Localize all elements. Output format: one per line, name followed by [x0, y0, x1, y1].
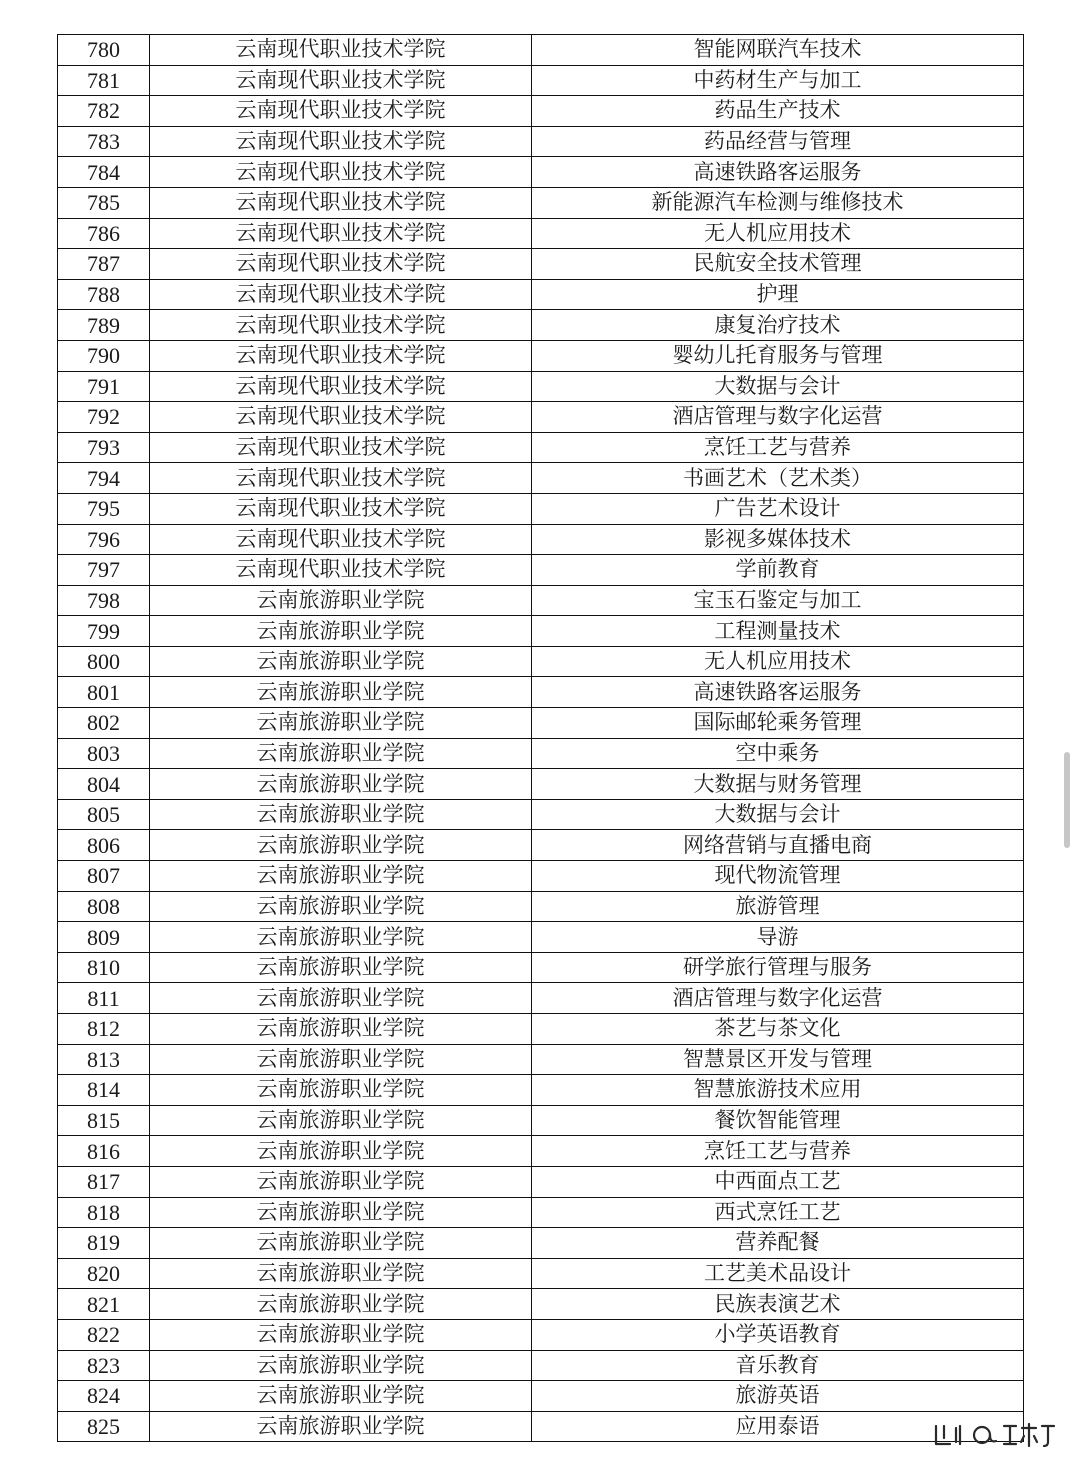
table-row: [58, 646, 1024, 677]
table-row: [58, 493, 1024, 524]
school-name: 云南旅游职业学院: [150, 677, 532, 708]
major-name: 西式烹饪工艺: [532, 1197, 1024, 1228]
school-name: 云南旅游职业学院: [150, 891, 532, 922]
table-row: [58, 96, 1024, 127]
row-number: 780: [58, 35, 150, 66]
table-row: [58, 799, 1024, 830]
row-number: 782: [58, 96, 150, 127]
school-name: 云南旅游职业学院: [150, 1166, 532, 1197]
table-row: [58, 1319, 1024, 1350]
row-number: 781: [58, 65, 150, 96]
school-name: 云南旅游职业学院: [150, 646, 532, 677]
row-number: 815: [58, 1105, 150, 1136]
table-row: [58, 524, 1024, 555]
school-name: 云南现代职业技术学院: [150, 432, 532, 463]
table-row: [58, 891, 1024, 922]
school-name: 云南旅游职业学院: [150, 616, 532, 647]
major-name: 高速铁路客运服务: [532, 157, 1024, 188]
school-name: 云南旅游职业学院: [150, 952, 532, 983]
row-number: 804: [58, 769, 150, 800]
row-number: 805: [58, 799, 150, 830]
table-row: [58, 218, 1024, 249]
row-number: 801: [58, 677, 150, 708]
school-name: 云南现代职业技术学院: [150, 96, 532, 127]
school-name: 云南旅游职业学院: [150, 1105, 532, 1136]
row-number: 825: [58, 1411, 150, 1442]
table-row: [58, 1105, 1024, 1136]
school-name: 云南旅游职业学院: [150, 1258, 532, 1289]
major-name: 康复治疗技术: [532, 310, 1024, 341]
major-name: 大数据与财务管理: [532, 769, 1024, 800]
row-number: 824: [58, 1381, 150, 1412]
table-row: [58, 1350, 1024, 1381]
table-row: [58, 432, 1024, 463]
row-number: 796: [58, 524, 150, 555]
school-name: 云南现代职业技术学院: [150, 279, 532, 310]
major-name: 影视多媒体技术: [532, 524, 1024, 555]
row-number: 820: [58, 1258, 150, 1289]
school-name: 云南现代职业技术学院: [150, 402, 532, 433]
major-name: 大数据与会计: [532, 799, 1024, 830]
table-row: [58, 463, 1024, 494]
row-number: 789: [58, 310, 150, 341]
row-number: 821: [58, 1289, 150, 1320]
school-name: 云南旅游职业学院: [150, 1350, 532, 1381]
school-name: 云南旅游职业学院: [150, 1044, 532, 1075]
major-name: 网络营销与直播电商: [532, 830, 1024, 861]
major-name: 无人机应用技术: [532, 646, 1024, 677]
row-number: 799: [58, 616, 150, 647]
major-name: 酒店管理与数字化运营: [532, 402, 1024, 433]
school-name: 云南现代职业技术学院: [150, 463, 532, 494]
major-name: 工程测量技术: [532, 616, 1024, 647]
school-name: 云南旅游职业学院: [150, 708, 532, 739]
row-number: 791: [58, 371, 150, 402]
major-name: 无人机应用技术: [532, 218, 1024, 249]
school-name: 云南旅游职业学院: [150, 983, 532, 1014]
table-row: [58, 126, 1024, 157]
school-name: 云南旅游职业学院: [150, 861, 532, 892]
major-name: 智慧景区开发与管理: [532, 1044, 1024, 1075]
major-name: 营养配餐: [532, 1228, 1024, 1259]
row-number: 800: [58, 646, 150, 677]
major-name: 学前教育: [532, 555, 1024, 586]
table-row: [58, 1075, 1024, 1106]
table-row: [58, 1228, 1024, 1259]
school-name: 云南旅游职业学院: [150, 1136, 532, 1167]
school-name: 云南旅游职业学院: [150, 1289, 532, 1320]
major-name: 音乐教育: [532, 1350, 1024, 1381]
major-name: 婴幼儿托育服务与管理: [532, 340, 1024, 371]
table-row: [58, 1136, 1024, 1167]
row-number: 813: [58, 1044, 150, 1075]
school-name: 云南现代职业技术学院: [150, 65, 532, 96]
school-name: 云南旅游职业学院: [150, 1228, 532, 1259]
school-name: 云南现代职业技术学院: [150, 187, 532, 218]
school-name: 云南现代职业技术学院: [150, 340, 532, 371]
row-number: 798: [58, 585, 150, 616]
row-number: 786: [58, 218, 150, 249]
row-number: 808: [58, 891, 150, 922]
school-name: 云南现代职业技术学院: [150, 371, 532, 402]
table-row: [58, 983, 1024, 1014]
table-row: [58, 157, 1024, 188]
major-name: 广告艺术设计: [532, 493, 1024, 524]
table-row: [58, 555, 1024, 586]
row-number: 797: [58, 555, 150, 586]
major-name: 中西面点工艺: [532, 1166, 1024, 1197]
major-name: 药品经营与管理: [532, 126, 1024, 157]
school-name: 云南旅游职业学院: [150, 1411, 532, 1442]
major-name: 导游: [532, 922, 1024, 953]
school-name: 云南旅游职业学院: [150, 922, 532, 953]
program-table-body: [58, 35, 1024, 1442]
program-table: [57, 34, 1024, 1442]
table-row: [58, 585, 1024, 616]
row-number: 784: [58, 157, 150, 188]
row-number: 809: [58, 922, 150, 953]
school-name: 云南现代职业技术学院: [150, 157, 532, 188]
school-name: 云南现代职业技术学院: [150, 310, 532, 341]
table-row: [58, 922, 1024, 953]
table-row: [58, 952, 1024, 983]
row-number: 802: [58, 708, 150, 739]
major-name: 民族表演艺术: [532, 1289, 1024, 1320]
table-row: [58, 1044, 1024, 1075]
row-number: 806: [58, 830, 150, 861]
major-name: 药品生产技术: [532, 96, 1024, 127]
major-name: 中药材生产与加工: [532, 65, 1024, 96]
school-name: 云南旅游职业学院: [150, 1075, 532, 1106]
row-number: 803: [58, 738, 150, 769]
row-number: 790: [58, 340, 150, 371]
row-number: 811: [58, 983, 150, 1014]
major-name: 空中乘务: [532, 738, 1024, 769]
table-row: [58, 738, 1024, 769]
major-name: 餐饮智能管理: [532, 1105, 1024, 1136]
table-row: [58, 1289, 1024, 1320]
row-number: 819: [58, 1228, 150, 1259]
table-row: [58, 371, 1024, 402]
major-name: 书画艺术（艺术类）: [532, 463, 1024, 494]
school-name: 云南旅游职业学院: [150, 1197, 532, 1228]
table-row: [58, 65, 1024, 96]
major-name: 高速铁路客运服务: [532, 677, 1024, 708]
major-name: 现代物流管理: [532, 861, 1024, 892]
major-name: 酒店管理与数字化运营: [532, 983, 1024, 1014]
school-name: 云南旅游职业学院: [150, 769, 532, 800]
row-number: 817: [58, 1166, 150, 1197]
row-number: 793: [58, 432, 150, 463]
table-row: [58, 1258, 1024, 1289]
major-name: 烹饪工艺与营养: [532, 1136, 1024, 1167]
table-row: [58, 279, 1024, 310]
school-name: 云南现代职业技术学院: [150, 249, 532, 280]
table-row: [58, 861, 1024, 892]
row-number: 785: [58, 187, 150, 218]
table-row: [58, 830, 1024, 861]
school-name: 云南现代职业技术学院: [150, 493, 532, 524]
major-name: 研学旅行管理与服务: [532, 952, 1024, 983]
row-number: 807: [58, 861, 150, 892]
row-number: 787: [58, 249, 150, 280]
major-name: 茶艺与茶文化: [532, 1014, 1024, 1045]
row-number: 794: [58, 463, 150, 494]
school-name: 云南现代职业技术学院: [150, 218, 532, 249]
major-name: 旅游英语: [532, 1381, 1024, 1412]
table-row: [58, 769, 1024, 800]
table-row: [58, 402, 1024, 433]
major-name: 智慧旅游技术应用: [532, 1075, 1024, 1106]
school-name: 云南旅游职业学院: [150, 830, 532, 861]
table-row: [58, 1381, 1024, 1412]
major-name: 新能源汽车检测与维修技术: [532, 187, 1024, 218]
school-name: 云南旅游职业学院: [150, 1381, 532, 1412]
row-number: 818: [58, 1197, 150, 1228]
row-number: 788: [58, 279, 150, 310]
table-row: [58, 1197, 1024, 1228]
table-row: [58, 1014, 1024, 1045]
table-row: [58, 677, 1024, 708]
major-name: 工艺美术品设计: [532, 1258, 1024, 1289]
school-name: 云南旅游职业学院: [150, 1014, 532, 1045]
school-name: 云南旅游职业学院: [150, 799, 532, 830]
row-number: 810: [58, 952, 150, 983]
major-name: 护理: [532, 279, 1024, 310]
school-name: 云南旅游职业学院: [150, 738, 532, 769]
major-name: 旅游管理: [532, 891, 1024, 922]
major-name: 宝玉石鉴定与加工: [532, 585, 1024, 616]
major-name: 民航安全技术管理: [532, 249, 1024, 280]
school-name: 云南现代职业技术学院: [150, 126, 532, 157]
row-number: 822: [58, 1319, 150, 1350]
row-number: 814: [58, 1075, 150, 1106]
major-name: 小学英语教育: [532, 1319, 1024, 1350]
table-row: [58, 1411, 1024, 1442]
school-name: 云南旅游职业学院: [150, 585, 532, 616]
row-number: 816: [58, 1136, 150, 1167]
school-name: 云南旅游职业学院: [150, 1319, 532, 1350]
scrollbar-thumb[interactable]: [1064, 752, 1070, 848]
table-row: [58, 1166, 1024, 1197]
table-row: [58, 616, 1024, 647]
row-number: 823: [58, 1350, 150, 1381]
school-name: 云南现代职业技术学院: [150, 35, 532, 66]
major-name: 烹饪工艺与营养: [532, 432, 1024, 463]
major-name: 智能网联汽车技术: [532, 35, 1024, 66]
table-row: [58, 249, 1024, 280]
table-row: [58, 187, 1024, 218]
watermark-logo: [930, 1418, 1060, 1448]
school-name: 云南现代职业技术学院: [150, 555, 532, 586]
table-row: [58, 340, 1024, 371]
table-row: [58, 310, 1024, 341]
major-name: 大数据与会计: [532, 371, 1024, 402]
major-name: 应用泰语: [532, 1411, 1024, 1442]
row-number: 795: [58, 493, 150, 524]
major-name: 国际邮轮乘务管理: [532, 708, 1024, 739]
row-number: 783: [58, 126, 150, 157]
table-row: [58, 708, 1024, 739]
school-name: 云南现代职业技术学院: [150, 524, 532, 555]
table-row: [58, 35, 1024, 66]
row-number: 792: [58, 402, 150, 433]
row-number: 812: [58, 1014, 150, 1045]
